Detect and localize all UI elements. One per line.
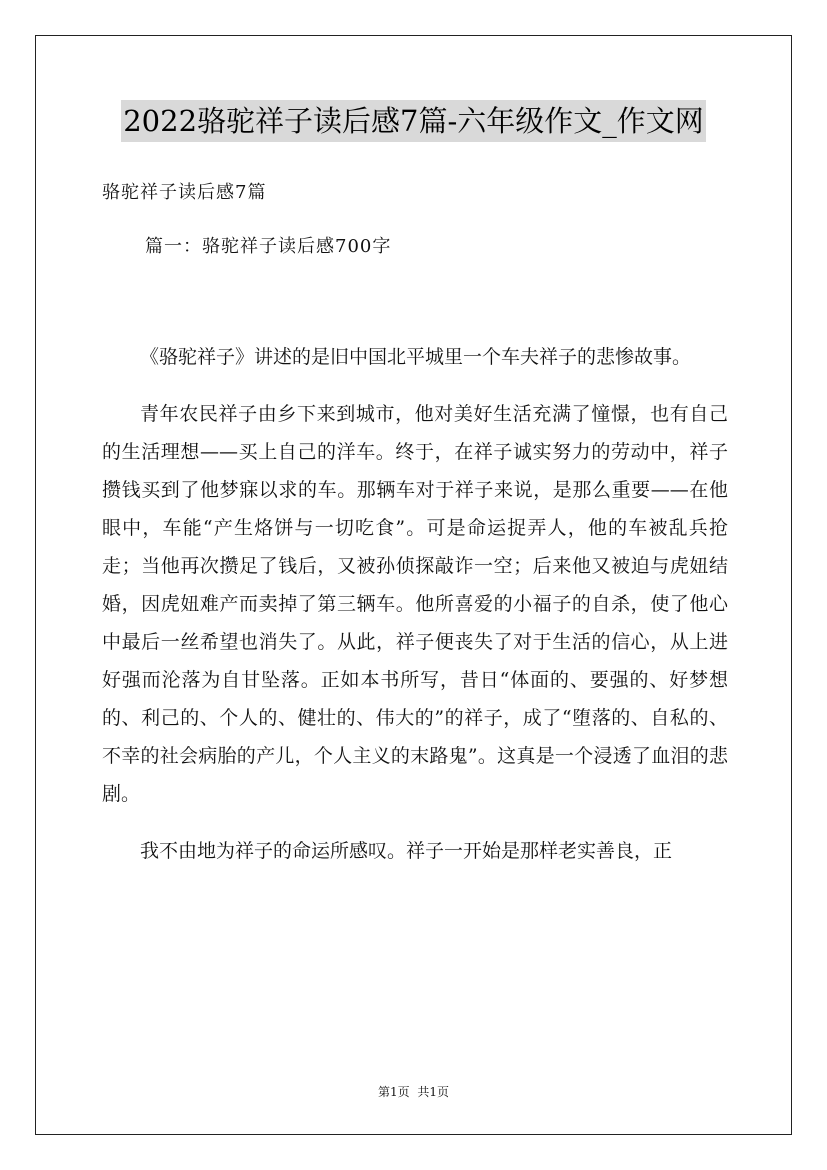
document-title: 2022骆驼祥子读后感7篇-六年级作文_作文网 xyxy=(121,100,706,142)
document-subtitle: 骆驼祥子读后感7篇 xyxy=(102,182,267,203)
paragraph: 我不由地为祥子的命运所感叹。祥子一开始是那样老实善良，正 xyxy=(140,840,673,862)
paragraph: 《骆驼祥子》讲述的是旧中国北平城里一个车夫祥子的悲惨故事。 xyxy=(140,346,692,368)
page-footer xyxy=(0,1084,827,1100)
title-container xyxy=(0,100,827,142)
paragraph: 青年农民祥子由乡下来到城市，他对美好生活充满了憧憬，也有自己的生活理想——买上自己的洋车。终于，在祥子诚实努力的劳动中，祥子攒钱买到了他梦寐以求的车。那辆车对于祥子来说，是那么重要——在他眼中，车能“产生烙饼与一切吃食”。可是命运捉弄人，他的车被乱兵抢走；当他再次攒足了钱后，又被孙侦探敲诈一空；后来他又被迫与虎妞结婚，因虎妞难产而卖掉了第三辆车。他所喜爱的小福子的自杀，使了他心中最后一丝希望也消失了。从此，祥子便丧失了对于生活的信心，从上进好强而沦落为自甘坠落。正如本书所写，昔日“体面的、要强的、好梦想的、利己的、个人的、健壮的、伟大的”的祥子，成了“堕落的、自私的、不幸的社会病胎的产儿，个人主义的末路鬼”。这真是一个浸透了血泪的悲剧。 xyxy=(102,403,728,805)
page-number: 第1页 xyxy=(377,1085,410,1099)
page-total: 共1页 xyxy=(417,1085,450,1099)
body-text xyxy=(102,338,728,870)
section-heading: 篇一：骆驼祥子读后感700字 xyxy=(145,236,392,257)
